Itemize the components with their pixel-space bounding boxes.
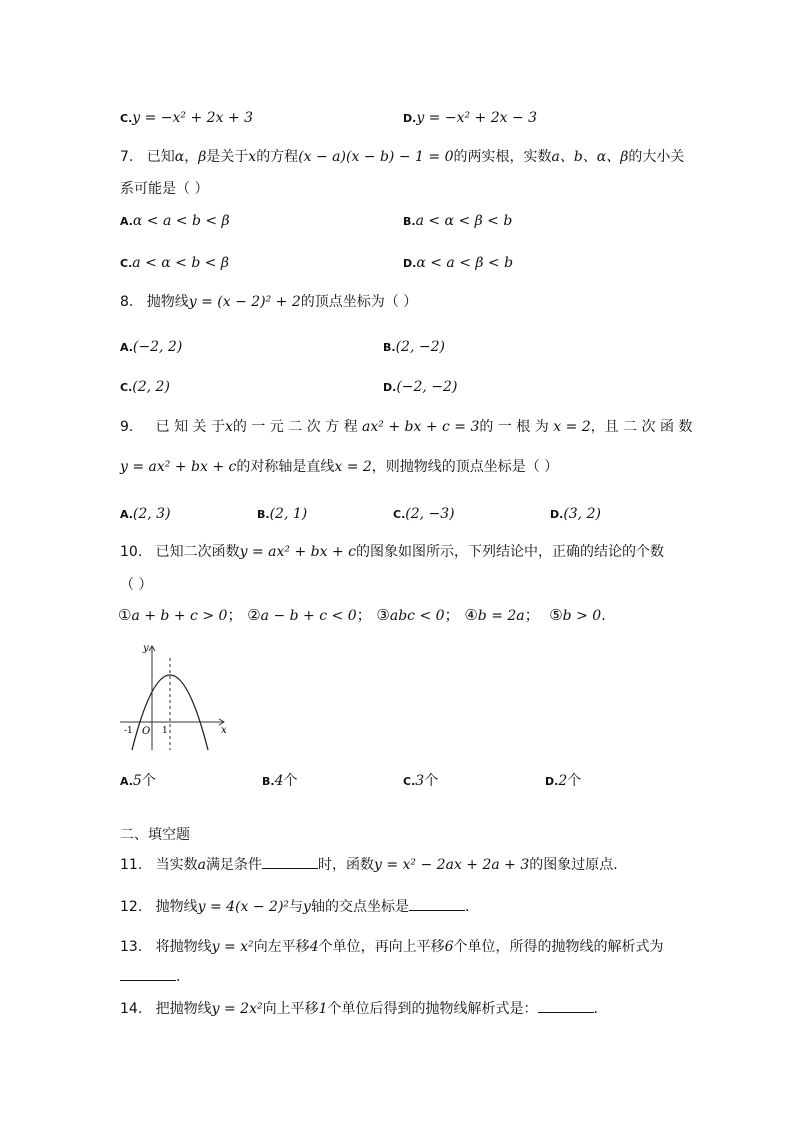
q11	[120, 854, 618, 876]
math: β	[198, 149, 207, 165]
origin-label: O	[142, 726, 151, 737]
x-axis-label: x	[221, 725, 227, 736]
question-number: 9.	[120, 419, 134, 435]
circled-number: ③	[376, 606, 390, 624]
option-label: A.	[120, 775, 133, 788]
option-expr: y = −x² + 2x − 3	[416, 110, 538, 126]
text: ；	[444, 606, 460, 624]
option-label: B.	[257, 508, 270, 521]
math: 1	[318, 1001, 328, 1017]
math: abc < 0	[389, 608, 445, 624]
question-number: 11.	[120, 857, 143, 873]
q6-option-d	[403, 107, 537, 130]
option-expr: (−2, −2)	[396, 379, 458, 395]
math: x = 2	[553, 419, 591, 435]
text: 个	[424, 773, 439, 789]
text: 的方程	[256, 149, 299, 165]
y-axis-label: y	[143, 643, 149, 654]
q8-option-b	[383, 336, 445, 359]
q10-option-b	[262, 770, 298, 793]
text: ，则抛物线的顶点坐标是（ ）	[371, 459, 559, 475]
option-expr: α < a < β < b	[416, 255, 514, 271]
math: y = (x − 2)² + 2	[188, 294, 301, 310]
math: b = 2a	[477, 608, 525, 624]
answer-blank[interactable]	[409, 896, 465, 911]
text: 抛物线	[155, 899, 198, 915]
circled-number: ②	[247, 606, 261, 624]
section-heading: 二、填空题	[120, 827, 190, 843]
text: 的大小关	[628, 149, 685, 165]
option-expr: (2, 2)	[132, 379, 170, 395]
text: 的图象如图所示，下列结论中，正确的结论的个数	[355, 544, 664, 560]
tick-label-1: 1	[162, 726, 168, 736]
option-expr: 5	[132, 773, 142, 789]
q10-conclusions	[118, 604, 606, 627]
option-expr: (−2, 2)	[132, 339, 183, 355]
text: ；	[227, 606, 243, 624]
q7-option-a	[120, 210, 230, 233]
q7-option-c	[120, 252, 229, 275]
q9-option-c	[393, 503, 455, 526]
text: 向上平移	[262, 1001, 319, 1017]
text: 时，函数	[317, 857, 374, 873]
text: 是关于	[206, 149, 249, 165]
text: 已 知 关 于	[155, 419, 225, 435]
math: y = ax² + bx + c	[239, 544, 356, 560]
option-label: B.	[403, 215, 416, 228]
q12	[120, 896, 469, 918]
math: x	[224, 419, 233, 435]
question-number: 13.	[120, 939, 143, 955]
question-number: 14.	[120, 1001, 143, 1017]
question-number: 10.	[120, 544, 143, 560]
text: .	[601, 606, 606, 624]
option-label: D.	[545, 775, 559, 788]
text: 已知二次函数	[155, 544, 240, 560]
text: 的图象过原点.	[529, 857, 618, 873]
text: .	[464, 899, 470, 915]
q7-option-b	[403, 210, 512, 233]
text: 的对称轴是直线	[236, 459, 335, 475]
math: y = 4(x − 2)²	[197, 899, 290, 915]
text: 把抛物线	[155, 1001, 212, 1017]
text: 轴的交点坐标是	[310, 899, 409, 915]
q10-option-d	[545, 770, 581, 793]
text: .	[593, 1001, 598, 1017]
option-expr: (3, 2)	[563, 506, 601, 522]
text: ；	[524, 606, 540, 624]
text: 的两实根，实数	[453, 149, 552, 165]
q10-stem-line1	[120, 541, 664, 563]
q7-stem-line2: 系可能是（ ）	[120, 181, 209, 197]
math: a、b、α、β	[551, 149, 629, 165]
text: ，且 二 次 函 数	[590, 419, 693, 435]
text: 抛物线	[146, 294, 189, 310]
text: 与	[289, 899, 304, 915]
text: 将抛物线	[155, 939, 212, 955]
parabola-graph	[116, 638, 232, 758]
option-label: B.	[262, 775, 275, 788]
option-label: C.	[120, 381, 133, 394]
q9-stem-line2	[120, 456, 558, 478]
option-expr: (2, 1)	[269, 506, 308, 522]
q9-option-b	[257, 503, 307, 526]
math: y = x²	[211, 939, 254, 955]
math: 4	[309, 939, 319, 955]
tick-label-neg1: -1	[124, 726, 133, 736]
option-label: C.	[120, 257, 133, 270]
option-label: D.	[383, 381, 397, 394]
option-expr: (2, −3)	[405, 506, 455, 522]
math: a − b + c < 0	[260, 608, 357, 624]
option-expr: α < a < b < β	[132, 213, 230, 229]
text: 个	[567, 773, 582, 789]
text: 已知	[146, 149, 175, 165]
math: (x − a)(x − b) − 1 = 0	[298, 149, 454, 165]
q8-stem	[120, 291, 417, 313]
text: 的 一 根 为	[479, 419, 549, 435]
text: 个单位，再向上平移	[318, 939, 445, 955]
q7-stem-line1	[120, 146, 684, 168]
option-label: D.	[403, 112, 417, 125]
math: y = 2x²	[211, 1001, 263, 1017]
math: y	[303, 899, 311, 915]
answer-blank[interactable]	[538, 998, 594, 1013]
answer-blank[interactable]	[120, 966, 176, 981]
option-expr: 2	[558, 773, 568, 789]
option-label: D.	[550, 508, 564, 521]
math: x = 2	[334, 459, 372, 475]
text: 满足条件	[205, 857, 262, 873]
math: y = ax² + bx + c	[120, 459, 237, 475]
q10-option-a	[120, 770, 156, 793]
q7-option-d	[403, 252, 513, 275]
text: 个	[141, 773, 156, 789]
text: ，	[184, 149, 199, 165]
math: x	[248, 149, 257, 165]
math: ax² + bx + c = 3	[362, 419, 480, 435]
circled-number: ④	[464, 606, 478, 624]
q8-option-a	[120, 336, 182, 359]
option-expr: (2, 3)	[132, 506, 171, 522]
text: 个单位，所得的抛物线的解析式为	[453, 939, 664, 955]
question-number: 8.	[120, 294, 134, 310]
q9-option-d	[550, 503, 601, 526]
q9-option-a	[120, 503, 171, 526]
option-expr: a < α < b < β	[132, 255, 230, 271]
math: a	[197, 857, 206, 873]
option-expr: 3	[415, 773, 425, 789]
option-label: C.	[403, 775, 416, 788]
option-label: B.	[383, 341, 396, 354]
option-expr: y = −x² + 2x + 3	[132, 110, 254, 126]
circled-number: ①	[118, 606, 132, 624]
option-expr: 4	[274, 773, 284, 789]
q10-option-c	[403, 770, 438, 793]
q14	[120, 998, 598, 1020]
text: .	[176, 969, 181, 985]
text: 的 一 元 二 次 方 程	[232, 419, 358, 435]
question-number: 12.	[120, 899, 143, 915]
math: α	[174, 149, 185, 165]
text: 个单位后得到的抛物线解析式是：	[327, 1001, 538, 1017]
option-expr: (2, −2)	[395, 339, 445, 355]
text: 的顶点坐标为（ ）	[300, 294, 418, 310]
answer-blank[interactable]	[262, 854, 318, 869]
math: 6	[444, 939, 454, 955]
question-number: 7.	[120, 149, 134, 165]
q8-option-d	[383, 376, 457, 399]
q13-line1	[120, 936, 664, 958]
text: ；	[356, 606, 372, 624]
math: y = x² − 2ax + 2a + 3	[373, 857, 530, 873]
option-label: A.	[120, 341, 133, 354]
text: 个	[283, 773, 298, 789]
circled-number: ⑤	[549, 606, 563, 624]
option-label: C.	[120, 112, 133, 125]
q13-line2	[120, 966, 180, 988]
q10-stem-line2: （ ）	[120, 577, 153, 593]
q8-option-c	[120, 376, 170, 399]
math: b > 0	[562, 608, 602, 624]
option-label: C.	[393, 508, 406, 521]
option-label: A.	[120, 215, 133, 228]
option-expr: a < α < β < b	[415, 213, 513, 229]
math: a + b + c > 0	[131, 608, 228, 624]
option-label: D.	[403, 257, 417, 270]
option-label: A.	[120, 508, 133, 521]
text: 向左平移	[253, 939, 310, 955]
text: 当实数	[155, 857, 198, 873]
q9-stem-line1	[120, 416, 692, 438]
q6-option-c	[120, 107, 253, 130]
